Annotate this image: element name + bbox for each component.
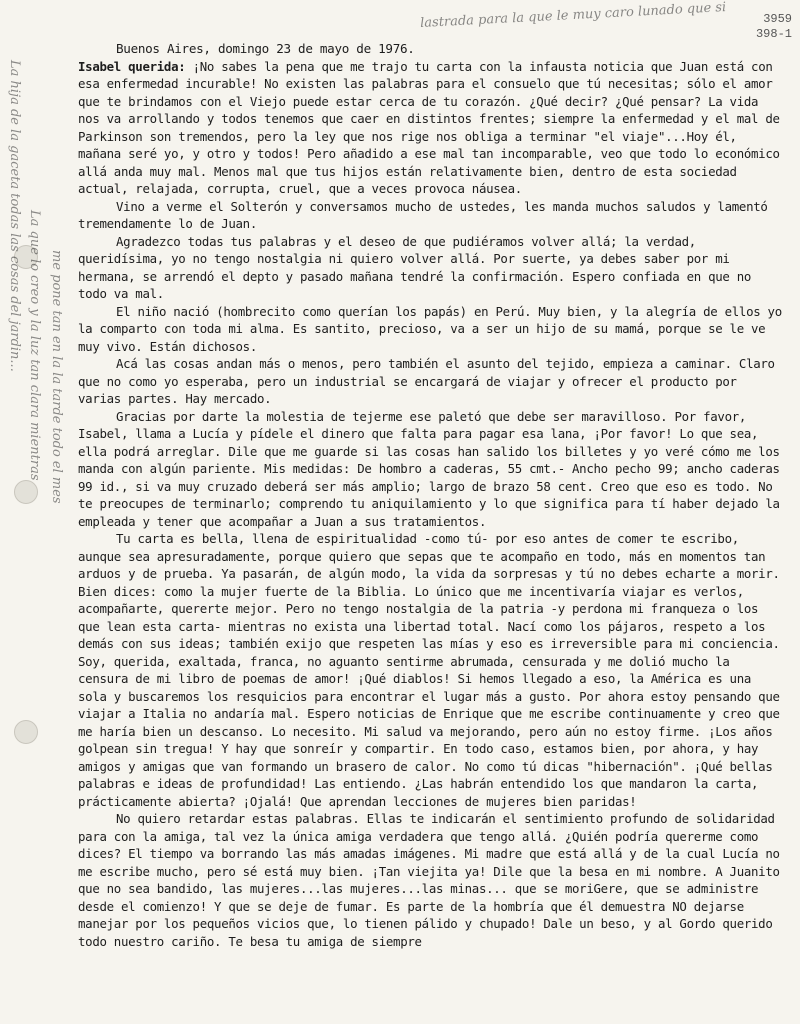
paragraph: El niño nació (hombrecito como querían los papás) en Perú. Muy bien, y la alegría de ellos yo la comparto con toda mi alma. Es santito, precioso, va a ser un hijo de su mamá, porque se le ve muy vivo. Están dichosos. xyxy=(78,303,790,354)
salutation: Isabel querida: xyxy=(78,58,186,74)
handwritten-top-note: lastrada para la que le muy caro lunado que si xyxy=(419,0,727,32)
punch-hole xyxy=(14,480,38,504)
handwritten-margin-line: me pone tan en la la tarde todo el mes xyxy=(49,250,64,504)
handwritten-margin-line: La hija de la gaceta todas las cosas del jardin... xyxy=(7,60,22,372)
paragraph: Gracias por darte la molestia de tejerme ese paletó que debe ser maravilloso. Por favor, Isabel, llama a Lucía y pídele el dinero que falta para pagar esa lana, ¡Por favor! Lo que sea, ella podrá arreglar. Dile que me guarde si las cosas han salido los billetes y yo veré cómo me los manda con algún pariente. Mis medidas: De hombro a caderas, 55 cmt.- Ancho pecho 99; ancho caderas 99 id., si va muy cruzado deberá ser más amplio; largo de brazo 58 cent. Creo que eso es todo. No te preocupes de terminarlo; comprendo tu aniquilamiento y lo que significa para tí haber dejado la empleada y tener que acompañar a Juan a sus tratamientos. xyxy=(78,408,787,529)
punch-hole xyxy=(14,720,38,744)
paragraph: Acá las cosas andan más o menos, pero también el asunto del tejido, empieza a caminar. Claro que no como yo esperaba, pero un industrial se encargará de viajar y ofrecer el producto por varias partes. Hay mercado. xyxy=(78,356,782,406)
letter-date: Buenos Aires, domingo 23 de mayo de 1976. xyxy=(116,41,415,56)
paragraph: ¡No sabes la pena que me trajo tu carta con la infausta noticia que Juan está con esa enfermedad incurable! No existen las palabras para el consuelo que tú necesitas; sólo el amor que te brindamos con el Viejo puede estar cerca de tu corazón. ¿Qué decir? ¿Qué pensar? La vida nos va arrollando y todos tenemos que caer en distintos frentes; siempre la enfermedad y el mal de Parkinson son tremendos, pero la ley que nos rige nos obliga a terminar "el viaje"...Hoy él, mañana seré yo, y otro y todos! Pero añadido a ese mal tan incomparable, veo que todo lo económico allá anda muy mal. Menos mal que tus hijos están relativamente bien, dentro de esta sociedad actual, relajada, corrupta, cruel, que a veces provoca náusea. xyxy=(78,58,787,196)
archive-number xyxy=(756,12,792,42)
letter-opening xyxy=(78,58,787,198)
typed-letter xyxy=(78,40,790,950)
paragraph: Vino a verme el Solterón y conversamos mucho de ustedes, les manda muchos saludos y lamentó tremendamente lo de Juan. xyxy=(78,198,775,231)
paragraph: Agradezco todas tus palabras y el deseo de que pudiéramos volver allá; la verdad, queridísima, yo no tengo nostalgia ni quiero volver allá. Por suerte, ya debes saber por mi hermana, se arrendó el depto y pasado mañana tendré la confirmación. Espero confiada en que no todo va mal. xyxy=(78,233,759,301)
paragraph: No quiero retardar estas palabras. Ellas te indicarán el sentimiento profundo de solidaridad para con la amiga, tal vez la única amiga verdadera que tengo allá. ¿Quién podría quererme como dices? El tiempo va borrando las más amadas imágenes. Mi madre que está allá y de la cual Lucía no me escribe mucho, pero sé está muy bien. ¡Tan viejita ya! Dile que la besa en mi nombre. A Juanito que no sea bandido, las mujeres...las mujeres...las minas... que se moriGere, que se administre desde el comienzo! Y que se deje de fumar. Es parte de la hombría que él demuestra NO dejarse manejar por los pequeños vicios que, lo tienen pálido y chupado! Dale un beso, y al Gordo querido todo nuestro cariño. Te besa tu amiga de siempre xyxy=(78,811,787,949)
archive-number-ref: 398-1 xyxy=(755,27,792,41)
archive-number-main: 3959 xyxy=(763,12,792,26)
paragraph: Tu carta es bella, llena de espiritualidad -como tú- por eso antes de comer te escribo, aunque sea apresuradamente, porque quiero que sepas que te acompaño en todo, más en momentos tan arduos y de prueba. Ya pasarán, de algún modo, la vida da sorpresas y tú no debes echarte a morir. Bien dices: como la mujer fuerte de la Biblia. Lo único que me incentivaría viajar es verlos, acompañarte, quererte mejor. Pero no tengo nostalgia de la patria -y perdona mi franqueza o los que lean esta carta- mientras no exista una libertad total. Nací como los pájaros, respeto a los demás con sus ideas; también exijo que respeten las mías y eso es irreversible para mi conciencia. Soy, querida, exaltada, franca, no aguanto sentirme abrumada, censurada y me dolió mucho la censura de mi libro de poemas de amor! ¡Qué diablos! Si hemos llegado a eso, la América es una sola y buscaremos los resquicios para encontrar el lugar más a gusto. Por ahora estoy pensando que viajar a Italia no andaría mal. Espero noticias de Enrique que me escribe continuamente y creo que me haría bien un descanso. Lo necesito. Mi salud va mejorando, pero aún no estoy firme. ¡Los años golpean sin tregua! Y hay que sonreír y compartir. En todo caso, estamos bien, por ahora, y hay amigos y amigas que van formando un brasero de calor. No como tú dicas "hibernación". ¡Qué bellas palabras e ideas de profundidad! Las entiendo. ¿Las habrán entendido los que mandaron la carta, prácticamente abierta? ¡Ojalá! Que aprendan lecciones de mujeres bien paridas! xyxy=(78,531,787,809)
handwritten-margin-line: La que lo creo y la luz tan clara mientras xyxy=(27,210,42,481)
